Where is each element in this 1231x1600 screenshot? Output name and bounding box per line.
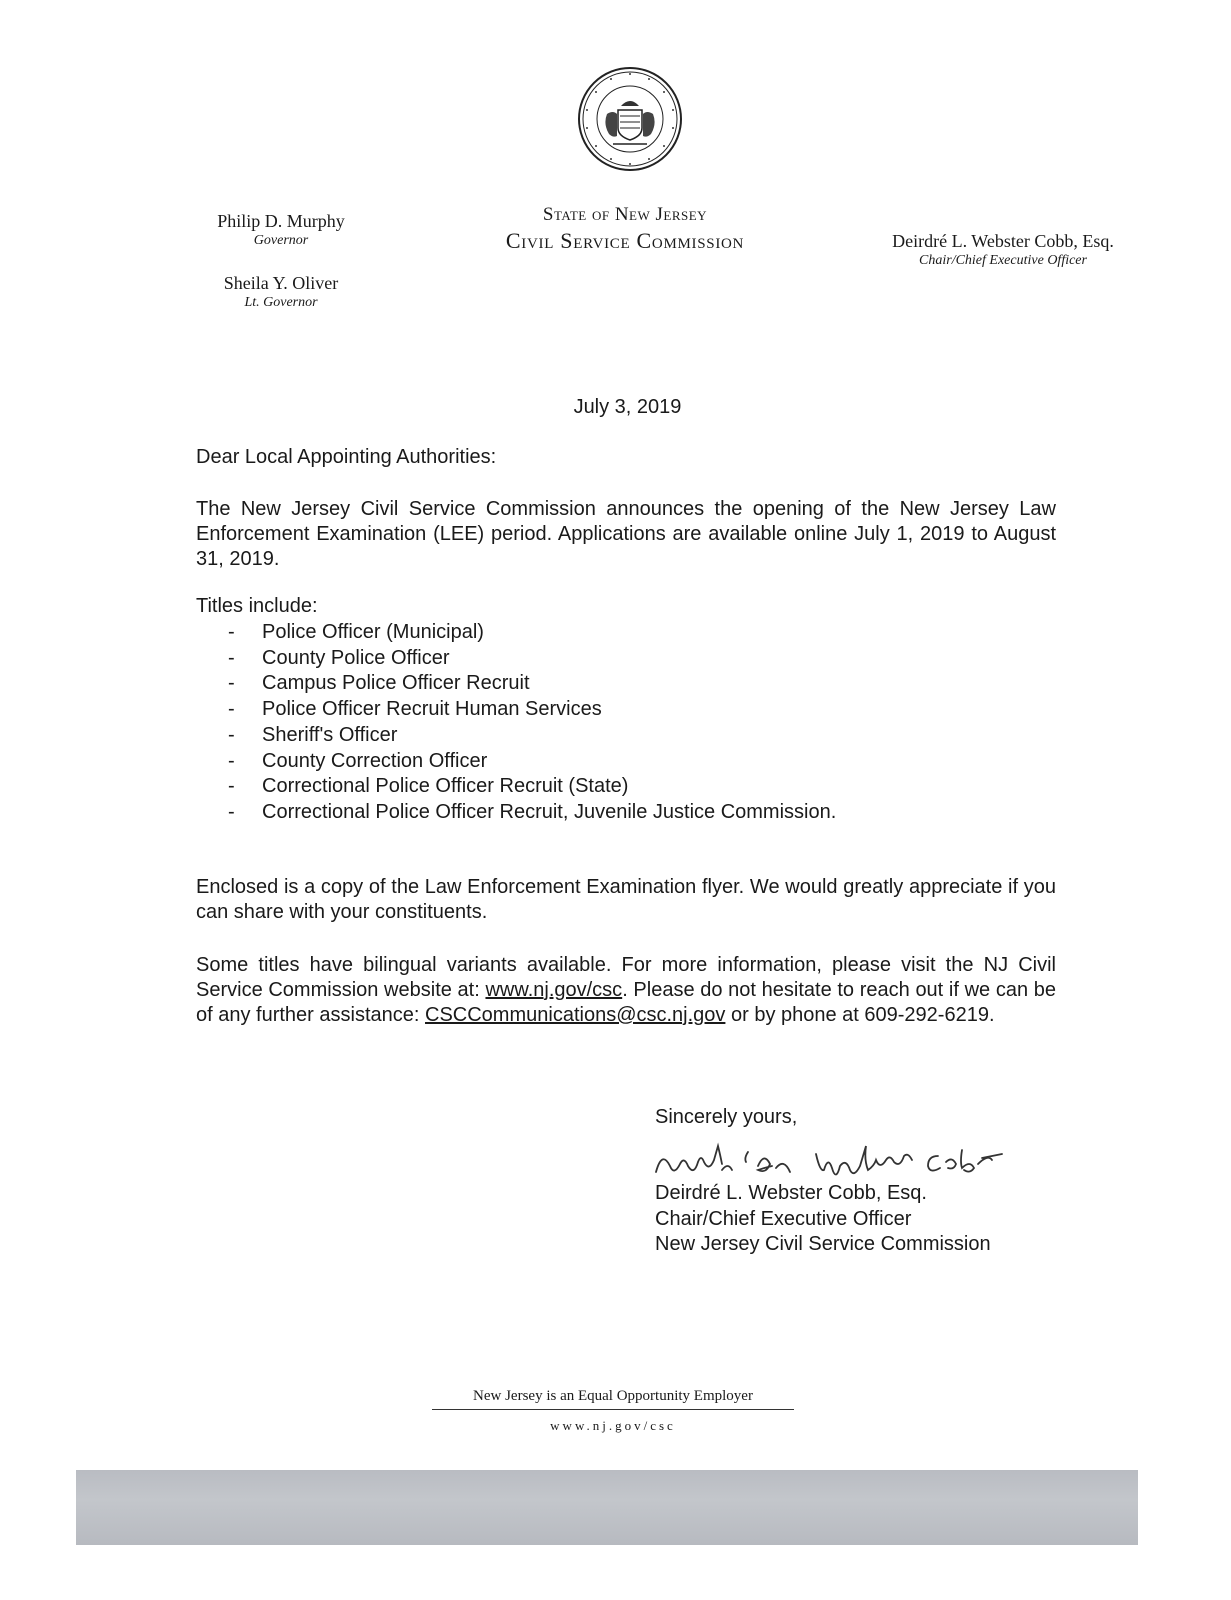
agency-header (440, 203, 810, 255)
signer-block (655, 1181, 991, 1258)
email-link[interactable]: CSCCommunications@csc.nj.gov (425, 1004, 726, 1026)
agency-state: State of New Jersey (542, 204, 708, 225)
list-item: - Correctional Police Officer Recruit, Juvenile Justice Commission. (228, 800, 837, 823)
state-seal-image (577, 66, 683, 172)
signer-title: Chair/Chief Executive Officer (655, 1207, 912, 1230)
salutation: Dear Local Appointing Authorities: (196, 446, 497, 468)
list-item: - Police Officer Recruit Human Services (228, 698, 602, 721)
agency-name: Civil Service Commission (505, 228, 745, 253)
list-item: - Sheriff's Officer (228, 723, 398, 746)
scan-artifact-band (76, 1470, 1138, 1545)
chair-title: Chair/Chief Executive Officer (919, 253, 1087, 268)
enclosed-paragraph: Enclosed is a copy of the Law Enforcement Examination flyer. We would greatly appreciate if you can share with your constituents. (196, 876, 1056, 923)
chair-block (868, 230, 1138, 270)
website-link[interactable]: www.nj.gov/csc (485, 979, 623, 1001)
lt-governor-title: Lt. Governor (244, 295, 318, 310)
closing: Sincerely yours, (655, 1106, 798, 1128)
list-item: - County Police Officer (228, 646, 450, 669)
list-item: - Correctional Police Officer Recruit (State) (228, 775, 629, 798)
intro-paragraph: The New Jersey Civil Service Commission announces the opening of the New Jersey Law Enforcement Examination (LEE) period. Applications are available online July 1, 2019 to August 31, 2019. (196, 498, 1056, 570)
governor-title: Governor (253, 233, 309, 248)
info-paragraph: Some titles have bilingual variants available. For more information, please visit the NJ Civil Service Commission website at: www.nj.gov/csc. Please do not hesitate to reach out if we can be of any further assistance: CSCCommunications@csc.nj.gov or by phone at 609-292-6219. (196, 954, 1057, 1026)
signer-org: New Jersey Civil Service Commission (655, 1233, 991, 1255)
letter-date: July 3, 2019 (573, 396, 682, 418)
lt-governor-block (196, 272, 366, 312)
footer-eoe: New Jersey is an Equal Opportunity Employer (432, 1388, 794, 1410)
list-item: - Campus Police Officer Recruit (228, 672, 530, 695)
titles-list (228, 620, 836, 826)
chair-name: Deirdré L. Webster Cobb, Esq. (892, 231, 1114, 251)
lt-governor-name: Sheila Y. Oliver (223, 273, 339, 293)
governor-name: Philip D. Murphy (217, 211, 345, 231)
list-item: - County Correction Officer (228, 749, 488, 772)
signer-name: Deirdré L. Webster Cobb, Esq. (655, 1182, 927, 1204)
signature-image (648, 1140, 1018, 1185)
titles-heading: Titles include: (196, 595, 318, 617)
governor-block (196, 210, 366, 250)
footer-url: www.nj.gov/csc (550, 1418, 676, 1433)
list-item: - Police Officer (Municipal) (228, 621, 484, 643)
